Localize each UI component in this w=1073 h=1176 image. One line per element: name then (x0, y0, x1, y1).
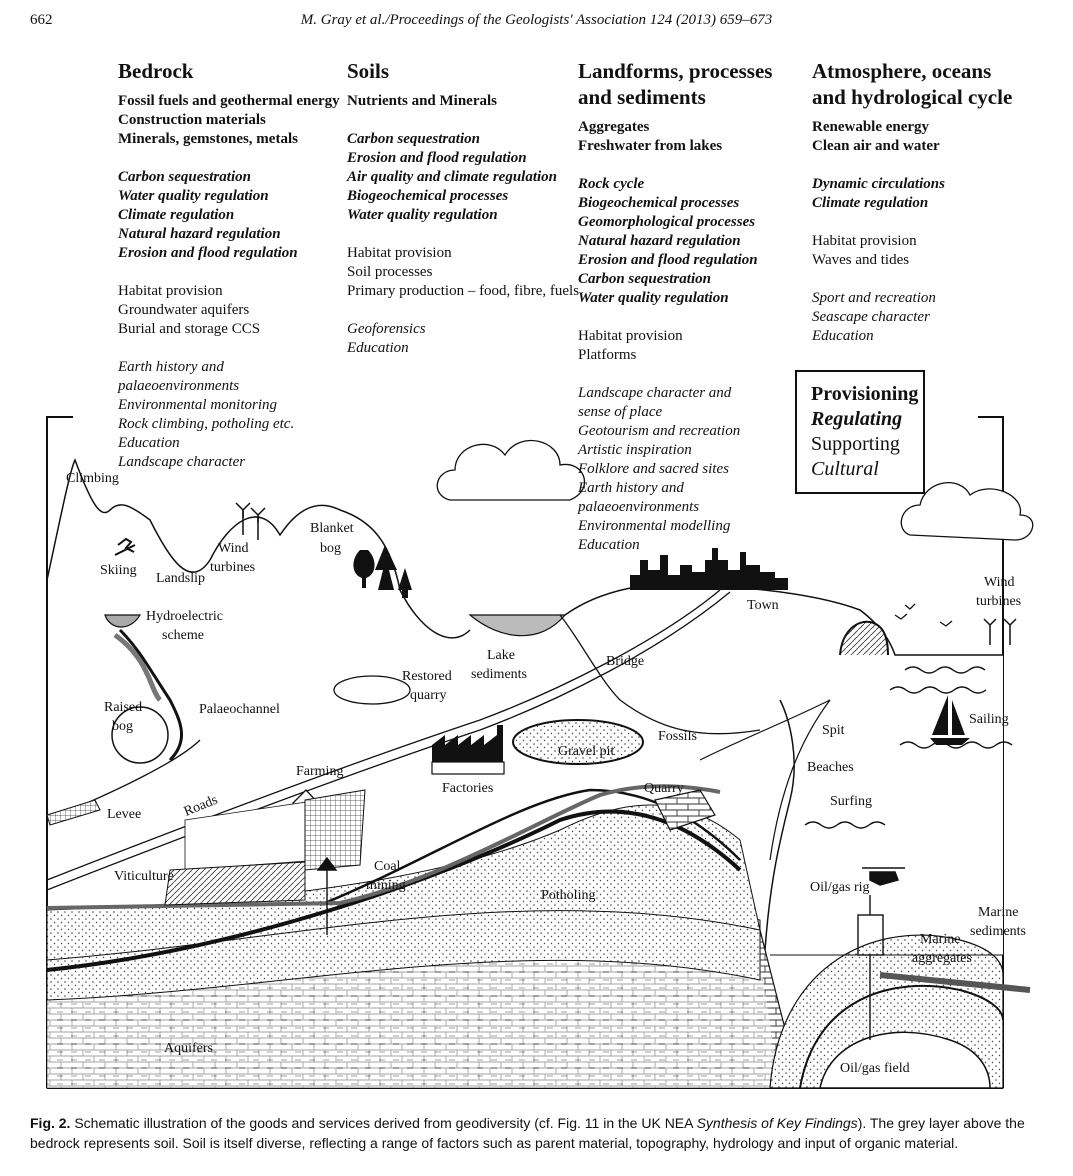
list-item: Climate regulation (118, 207, 235, 223)
list-item: Erosion and flood regulation (578, 252, 758, 268)
label-levee: Levee (107, 807, 142, 822)
list-item: Water quality regulation (118, 188, 269, 204)
lake (470, 615, 565, 636)
list-item: Nutrients and Minerals (347, 93, 497, 109)
list-item: Rock cycle (578, 176, 645, 192)
list-item: Geomorphological processes (578, 214, 756, 230)
list-item: Soil processes (347, 264, 433, 280)
wind-turbines-right (984, 619, 1016, 645)
list-item: palaeoenvironments (118, 378, 240, 394)
label-skiing: Skiing (100, 563, 137, 578)
label-coal-mining-1: Coal (374, 859, 401, 874)
list-item: Platforms (578, 347, 637, 363)
column-title-bedrock: Bedrock (118, 59, 194, 83)
list-item: Water quality regulation (578, 290, 729, 306)
label-beaches: Beaches (807, 760, 854, 775)
label-aquifers: Aquifers (164, 1041, 213, 1056)
caption-text: Schematic illustration of the goods and services derived from geodiversity (cf. Fig. 11 in the UK NEA (70, 1115, 697, 1131)
restored-quarry (334, 676, 410, 704)
label-coal-mining-2: mining (366, 878, 406, 893)
list-item: Burial and storage CCS (118, 321, 261, 337)
list-item: sense of place (578, 404, 663, 420)
label-climbing: Climbing (66, 471, 119, 486)
legend-supporting: Supporting (811, 433, 900, 455)
tree-2 (375, 545, 397, 590)
label-roads: Roads (181, 792, 220, 820)
landforms-provisioning (578, 118, 808, 156)
list-item: Fossil fuels and geothermal energy (118, 93, 340, 109)
list-item: Education (578, 537, 640, 553)
list-item: Habitat provision (347, 245, 452, 261)
atmosphere-regulating (812, 175, 1052, 213)
list-item: Biogeochemical processes (578, 195, 740, 211)
label-marine-sediments-1: Marine (978, 905, 1019, 920)
column-title-soils: Soils (347, 59, 390, 83)
label-palaeochannel: Palaeochannel (199, 702, 280, 717)
label-marine-aggregates-2: aggregates (912, 951, 972, 966)
label-wind-turbines-right-1: Wind (984, 575, 1015, 590)
list-item: Minerals, gemstones, metals (118, 131, 298, 147)
caption-italic: Synthesis of Key Findings (696, 1115, 858, 1131)
sea (770, 655, 1003, 955)
label-raised-bog-1: Raised (104, 700, 143, 715)
list-item: Groundwater aquifers (118, 302, 250, 318)
label-hydroelectric-1: Hydroelectric (146, 609, 223, 624)
title-line: and sediments (578, 85, 706, 109)
journal-citation: M. Gray et al./Proceedings of the Geologists' Association 124 (2013) 659–673 (300, 12, 773, 28)
figure-label: Fig. 2. (30, 1115, 71, 1131)
label-quarry: Quarry (644, 781, 684, 796)
list-item: Carbon sequestration (118, 169, 251, 185)
list-item: Climate regulation (812, 195, 929, 211)
page-number: 662 (30, 12, 53, 28)
list-item: Earth history and (118, 359, 224, 375)
list-item: Water quality regulation (347, 207, 498, 223)
atmosphere-provisioning (812, 118, 1052, 156)
label-restored-quarry-1: Restored (402, 669, 452, 684)
landforms-regulating (578, 175, 808, 308)
label-fossils: Fossils (658, 729, 697, 744)
birds-icon (895, 604, 952, 626)
list-item: Freshwater from lakes (578, 138, 723, 154)
soils-cultural (347, 320, 572, 358)
label-hydroelectric-2: scheme (162, 628, 204, 643)
list-item: Earth history and (578, 480, 684, 496)
soils-provisioning (347, 92, 572, 111)
hydro-pipe (115, 635, 160, 700)
legend-cultural: Cultural (811, 458, 879, 480)
bedrock-provisioning (118, 92, 338, 149)
label-farming: Farming (296, 764, 344, 779)
tree-3 (398, 568, 412, 598)
label-viticulture: Viticulture (114, 869, 174, 884)
list-item: Habitat provision (578, 328, 683, 344)
column-landforms (578, 58, 808, 574)
cloud-left (437, 441, 584, 500)
list-item: palaeoenvironments (578, 499, 700, 515)
caption-text: ). The grey layer above the bedrock represents soil. Soil is itself diverse, reflecting a range of factors such as parent material, topography, hydrology and input of organic material. (30, 1115, 1025, 1151)
town-hill (565, 584, 1003, 655)
label-wind-turbines-left-1: Wind (218, 541, 249, 556)
list-item: Renewable energy (812, 119, 930, 135)
list-item: Air quality and climate regulation (347, 169, 558, 185)
label-blanket-bog-2: bog (320, 541, 341, 556)
column-title-landforms (578, 58, 808, 110)
column-title-atmosphere (812, 58, 1052, 110)
landforms-supporting (578, 327, 808, 365)
label-blanket-bog-1: Blanket (310, 521, 354, 536)
figure-caption (30, 1113, 1048, 1153)
label-potholing: Potholing (541, 888, 596, 903)
label-oil-gas-field: Oil/gas field (840, 1061, 910, 1076)
atmosphere-supporting (812, 232, 1052, 270)
list-item: Environmental monitoring (118, 397, 278, 413)
list-item: Rock climbing, potholing etc. (118, 416, 295, 432)
atmosphere-cultural (812, 289, 1052, 346)
list-item: Biogeochemical processes (347, 188, 509, 204)
list-item: Habitat provision (118, 283, 223, 299)
list-item: Erosion and flood regulation (118, 245, 298, 261)
list-item: Education (812, 328, 874, 344)
soils-supporting (347, 244, 580, 301)
tree-1 (353, 550, 374, 588)
label-surfing: Surfing (830, 794, 872, 809)
crop-field (305, 790, 365, 870)
bedrock-regulating (118, 168, 338, 263)
list-item: Education (347, 340, 409, 356)
label-wind-turbines-left-2: turbines (210, 560, 256, 575)
label-marine-aggregates-1: Marine (920, 932, 961, 947)
list-item: Waves and tides (812, 252, 910, 268)
bedrock-cultural (118, 358, 338, 472)
column-bedrock (118, 58, 338, 491)
title-line: Landforms, processes (578, 59, 773, 83)
list-item: Geotourism and recreation (578, 423, 741, 439)
list-item: Environmental modelling (578, 518, 731, 534)
label-gravel-pit: Gravel pit (558, 744, 615, 759)
list-item: Habitat provision (812, 233, 917, 249)
landforms-cultural (578, 384, 808, 555)
label-spit: Spit (822, 723, 845, 738)
list-item: Carbon sequestration (347, 131, 480, 147)
reservoir (105, 615, 140, 627)
list-item: Natural hazard regulation (118, 226, 281, 242)
label-bridge: Bridge (606, 654, 645, 669)
list-item: Landscape character (118, 454, 246, 470)
label-landslip: Landslip (156, 571, 205, 586)
label-restored-quarry-2: quarry (410, 688, 447, 703)
list-item: Geoforensics (347, 321, 426, 337)
skier-icon (115, 539, 135, 555)
list-item: Clean air and water (812, 138, 940, 154)
sea-arch (840, 622, 888, 655)
list-item: Erosion and flood regulation (347, 150, 527, 166)
title-line: Atmosphere, oceans (812, 59, 992, 83)
list-item: Education (118, 435, 180, 451)
legend-regulating: Regulating (811, 408, 903, 430)
bedrock-supporting (118, 282, 338, 339)
list-item: Carbon sequestration (578, 271, 711, 287)
column-atmosphere (812, 58, 1052, 365)
label-lake-sediments-1: Lake (487, 648, 515, 663)
label-sailing: Sailing (969, 712, 1009, 727)
label-town: Town (747, 598, 779, 613)
legend (795, 370, 925, 494)
label-factories: Factories (442, 781, 494, 796)
soils-regulating (347, 130, 572, 225)
title-line: and hydrological cycle (812, 85, 1013, 109)
list-item: Seascape character (812, 309, 930, 325)
list-item: Natural hazard regulation (578, 233, 741, 249)
legend-provisioning: Provisioning (811, 383, 919, 405)
raised-bog (112, 707, 168, 763)
list-item: Folklore and sacred sites (578, 461, 729, 477)
list-item: Dynamic circulations (812, 176, 945, 192)
list-item: Landscape character and (578, 385, 732, 401)
list-item: Aggregates (578, 119, 650, 135)
column-soils (347, 58, 580, 377)
label-lake-sediments-2: sediments (471, 667, 527, 682)
label-raised-bog-2: bog (112, 719, 133, 734)
label-oil-gas-rig: Oil/gas rig (810, 880, 870, 895)
label-wind-turbines-right-2: turbines (976, 594, 1022, 609)
levee-strip (47, 800, 100, 825)
label-marine-sediments-2: sediments (970, 924, 1026, 939)
list-item: Sport and recreation (812, 290, 936, 306)
list-item: Artistic inspiration (578, 442, 692, 458)
list-item: Primary production – food, fibre, fuels (347, 283, 580, 299)
list-item: Construction materials (118, 112, 266, 128)
